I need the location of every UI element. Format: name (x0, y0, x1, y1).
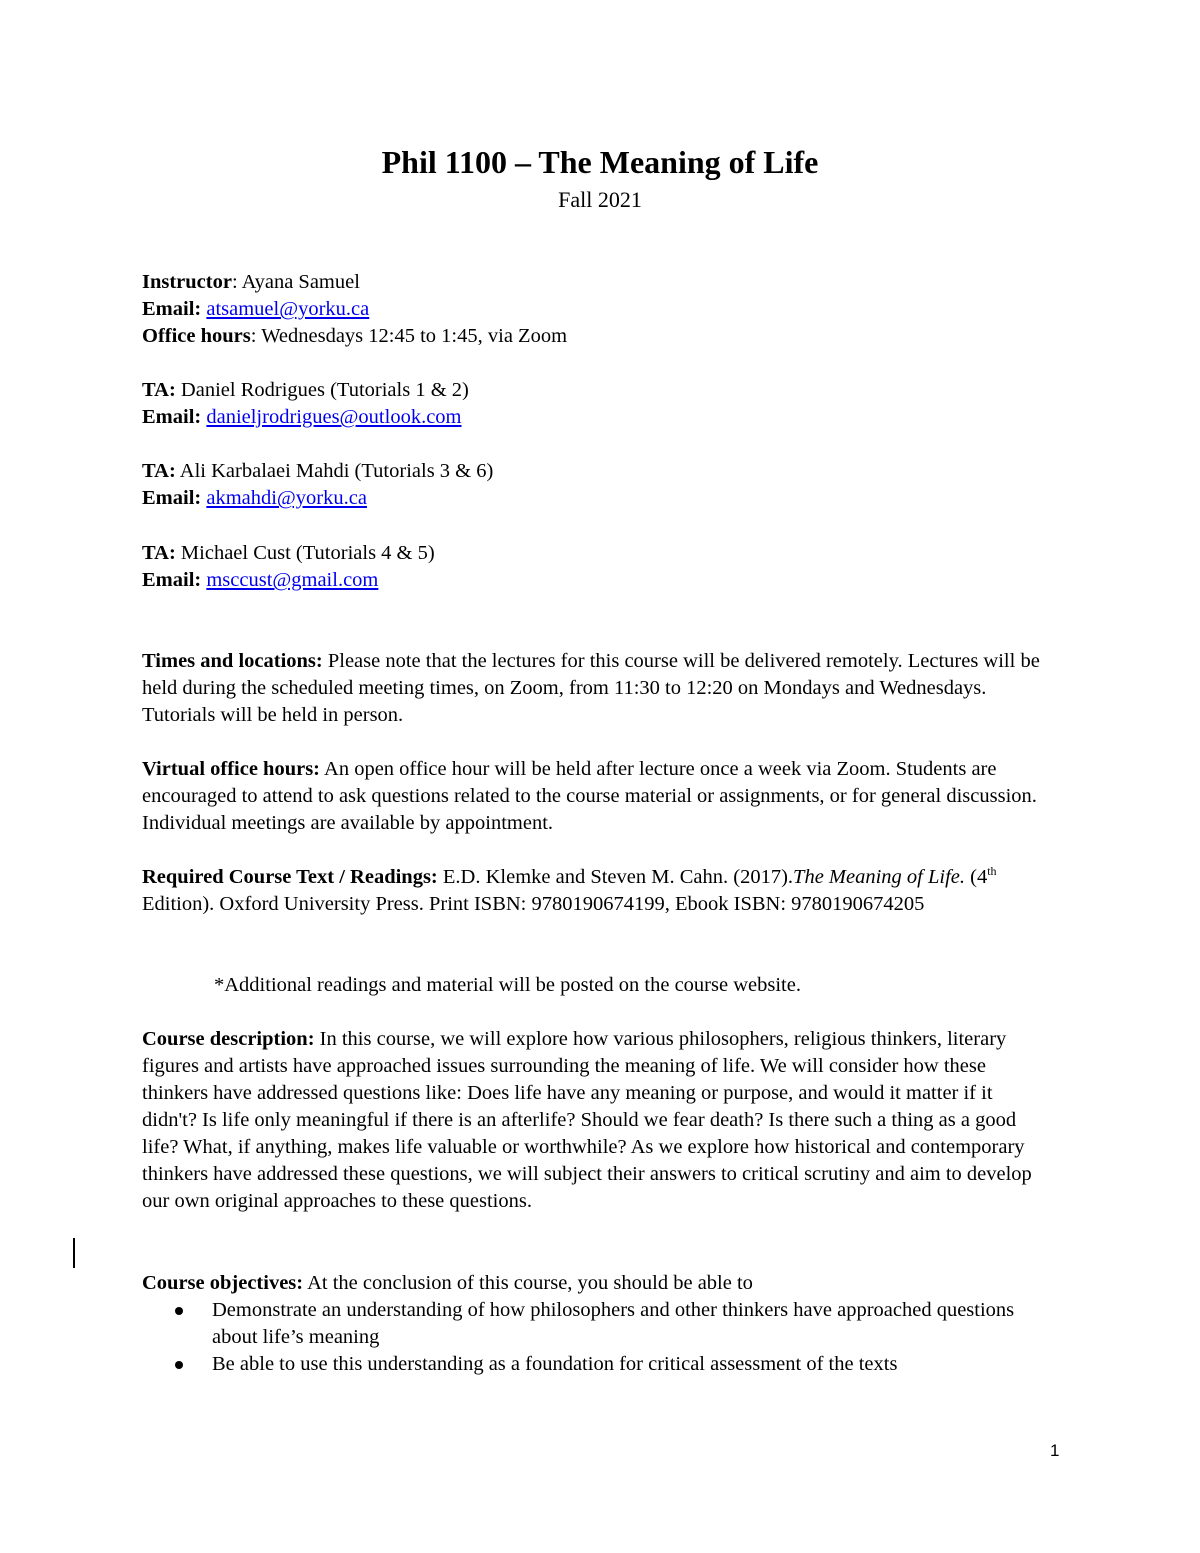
ta-block-2 (142, 458, 1052, 512)
ta-label: TA: (142, 460, 176, 482)
course-objectives-section (142, 1270, 1052, 1378)
instructor-block (142, 269, 1052, 350)
objectives-label: Course objectives: (142, 1272, 304, 1294)
virtual-label: Virtual office hours: (142, 758, 321, 780)
readings-authors: E.D. Klemke and Steven M. Cahn. (2017). (442, 866, 794, 888)
instructor-line: Instructor: Ayana Samuel (142, 271, 360, 293)
ta-email-link[interactable]: akmahdi@yorku.ca (206, 487, 367, 509)
readings-publisher: Edition). Oxford University Press. Print ISBN: 9780190674199, Ebook ISBN: 9780190674205 (142, 893, 925, 915)
times-locations-paragraph (142, 648, 1052, 729)
course-title: Phil 1100 – The Meaning of Life (381, 144, 819, 180)
readings-edition: (4 (970, 866, 988, 888)
times-text: Please note that the lectures for this course will be delivered remotely. Lectures will be held during the scheduled meeting times, on Zoom, from 11:30 to 12:20 on Mondays and Wednesdays. Tutorials will be held in person. (142, 650, 1040, 726)
ta-email-line (142, 485, 1052, 512)
list-item (142, 1297, 1052, 1351)
page-number: 1 (1050, 1441, 1060, 1460)
ta-name: Daniel Rodrigues (Tutorials 1 & 2) (180, 379, 469, 401)
objectives-list (142, 1297, 1052, 1378)
email-label: Email: (142, 487, 202, 509)
ta-label: TA: (142, 379, 176, 401)
ta-line (142, 458, 1052, 485)
ta-block-1 (142, 377, 1052, 431)
list-item (142, 1351, 1052, 1378)
ta-line (142, 377, 1052, 404)
ta-name: Ali Karbalaei Mahdi (Tutorials 3 & 6) (179, 460, 494, 482)
objective-text: Be able to use this understanding as a foundation for critical assessment of the texts (212, 1353, 898, 1375)
description-label: Course description: (142, 1028, 315, 1050)
instructor-label: Instructor (142, 271, 232, 293)
readings-edition-sup: th (987, 864, 997, 879)
office-hours-line: Office hours: Wednesdays 12:45 to 1:45, via Zoom (142, 325, 568, 347)
email-label: Email: (142, 569, 202, 591)
readings-label: Required Course Text / Readings: (142, 866, 438, 888)
instructor-email-line (142, 296, 1052, 323)
readings-book-title: The Meaning of Life. (793, 866, 966, 888)
objectives-intro: At the conclusion of this course, you should be able to (307, 1272, 753, 1294)
ta-email-link[interactable]: msccust@gmail.com (206, 569, 379, 591)
ta-line (142, 540, 1052, 567)
instructor-name: Ayana Samuel (241, 271, 360, 293)
ta-email-line (142, 567, 1052, 594)
bullet-icon (175, 1361, 183, 1369)
text-cursor (73, 1238, 75, 1268)
virtual-text: An open office hour will be held after lecture once a week via Zoom. Students are encouraged to attend to ask questions related to the course material or assignments, or for general discussion. Individual meetings are available by appointment. (142, 758, 1037, 834)
email-label: Email: (142, 298, 202, 320)
bullet-icon (175, 1307, 183, 1315)
email-label: Email: (142, 406, 202, 428)
ta-block-3 (142, 540, 1052, 594)
objective-text: Demonstrate an understanding of how philosophers and other thinkers have approached questions about life’s meaning (212, 1299, 1015, 1348)
office-hours-value: Wednesdays 12:45 to 1:45, via Zoom (261, 325, 568, 347)
course-term: Fall 2021 (558, 187, 642, 212)
ta-name: Michael Cust (Tutorials 4 & 5) (180, 542, 435, 564)
ta-label: TA: (142, 542, 176, 564)
times-label: Times and locations: (142, 650, 323, 672)
instructor-email-link[interactable]: atsamuel@yorku.ca (206, 298, 370, 320)
virtual-office-hours-paragraph (142, 756, 1052, 837)
ta-email-line (142, 404, 1052, 431)
office-hours-label: Office hours (142, 325, 251, 347)
readings-paragraph (142, 864, 1052, 918)
ta-email-link[interactable]: danieljrodrigues@outlook.com (206, 406, 462, 428)
readings-note: *Additional readings and material will be posted on the course website. (214, 974, 801, 996)
course-description-paragraph (142, 1026, 1052, 1215)
description-text: In this course, we will explore how various philosophers, religious thinkers, literary figures and artists have approached issues surrounding the meaning of life. We will consider how these thinkers have addressed questions like: Does life have any meaning or purpose, and would it matter if it didn't? Is life only meaningful if there is an afterlife? Should we fear death? Is there such a thing as a good life? What, if anything, makes life valuable or worthwhile? As we explore how historical and contemporary thinkers have addressed these questions, we will subject their answers to critical scrutiny and aim to develop our own original approaches to these questions. (142, 1028, 1032, 1212)
objectives-intro-line (142, 1270, 1052, 1297)
